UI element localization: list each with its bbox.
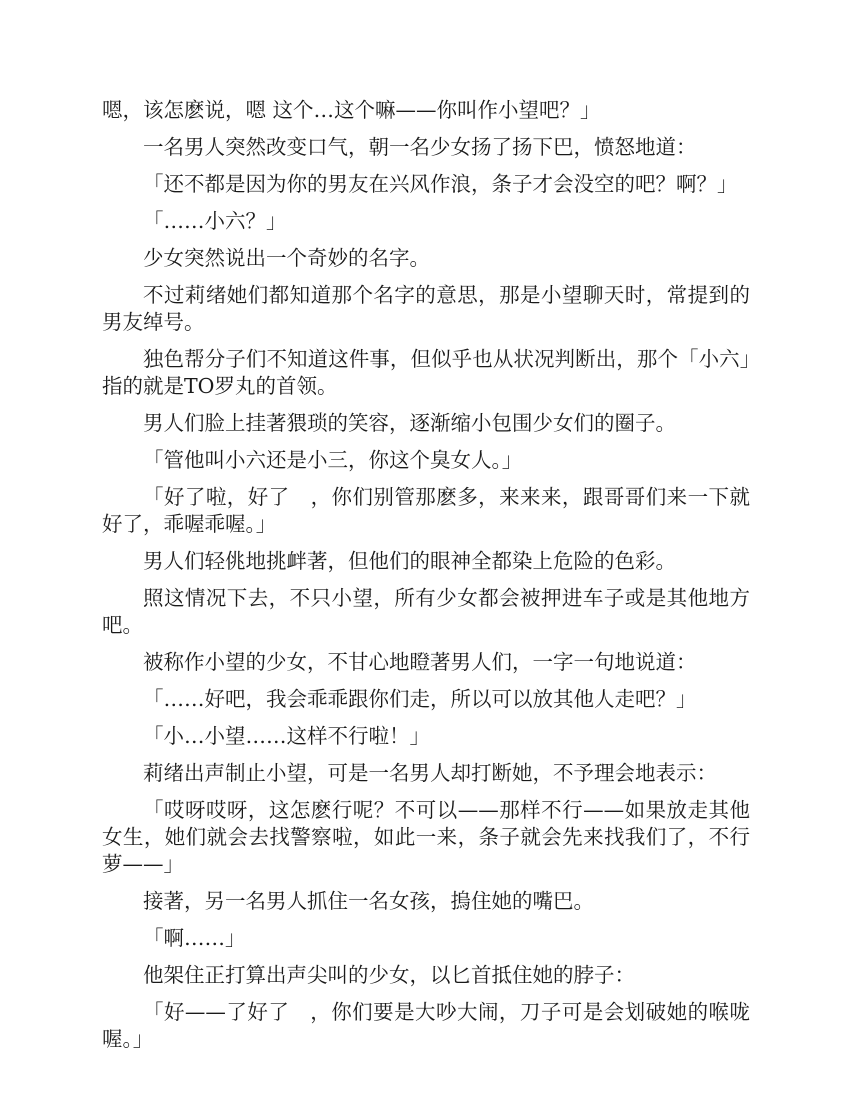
paragraph: 不过莉绪她们都知道那个名字的意思，那是小望聊天时，常提到的男友绰号。 — [102, 283, 750, 334]
paragraph: 被称作小望的少女，不甘心地瞪著男人们，一字一句地说道： — [143, 650, 697, 674]
document-page — [102, 97, 750, 1063]
paragraph: 「还不都是因为你的男友在兴风作浪，条子才会没空的吧？啊？」 — [143, 172, 738, 196]
paragraph: 「小…小望……这样不行啦！」 — [143, 724, 430, 748]
paragraph: 「……小六？」 — [143, 209, 287, 233]
paragraph: 少女突然说出一个奇妙的名字。 — [143, 246, 430, 270]
paragraph: 「哎呀哎呀，这怎麽行呢？不可以——那样不行——如果放走其他女生，她们就会去找警察啦，如此一来，条子就会先来找我们了，不行萝——」 — [102, 798, 750, 876]
paragraph: 接著，另一名男人抓住一名女孩，摀住她的嘴巴。 — [143, 889, 594, 913]
paragraph: 他架住正打算出声尖叫的少女，以匕首抵住她的脖子： — [143, 963, 635, 987]
paragraph: 照这情况下去，不只小望，所有少女都会被押进车子或是其他地方吧。 — [102, 586, 750, 637]
paragraph: 「啊……」 — [143, 926, 246, 950]
paragraph: 「好了啦，好了 ，你们别管那麽多，来来来，跟哥哥们来一下就好了，乖喔乖喔。」 — [102, 485, 750, 536]
paragraph: 「管他叫小六还是小三，你这个臭女人。」 — [143, 448, 523, 472]
paragraph: 嗯，该怎麽说，嗯 这个…这个嘛——你叫作小望吧？」 — [102, 98, 601, 122]
paragraph: 独色帮分子们不知道这件事，但似乎也从状况判断出，那个「小六」指的就是TO罗丸的首领。 — [102, 347, 750, 398]
paragraph: 男人们轻佻地挑衅著，但他们的眼神全都染上危险的色彩。 — [143, 549, 676, 573]
paragraph: 「……好吧，我会乖乖跟你们走，所以可以放其他人走吧？」 — [143, 687, 697, 711]
paragraph: 男人们脸上挂著猥琐的笑容，逐渐缩小包围少女们的圈子。 — [143, 411, 676, 435]
paragraph: 莉绪出声制止小望，可是一名男人却打断她，不予理会地表示： — [143, 761, 717, 785]
paragraph: 「好——了好了 ，你们要是大吵大闹，刀子可是会划破她的喉咙喔。」 — [102, 1000, 750, 1051]
paragraph: 一名男人突然改变口气，朝一名少女扬了扬下巴，愤怒地道： — [143, 135, 697, 159]
